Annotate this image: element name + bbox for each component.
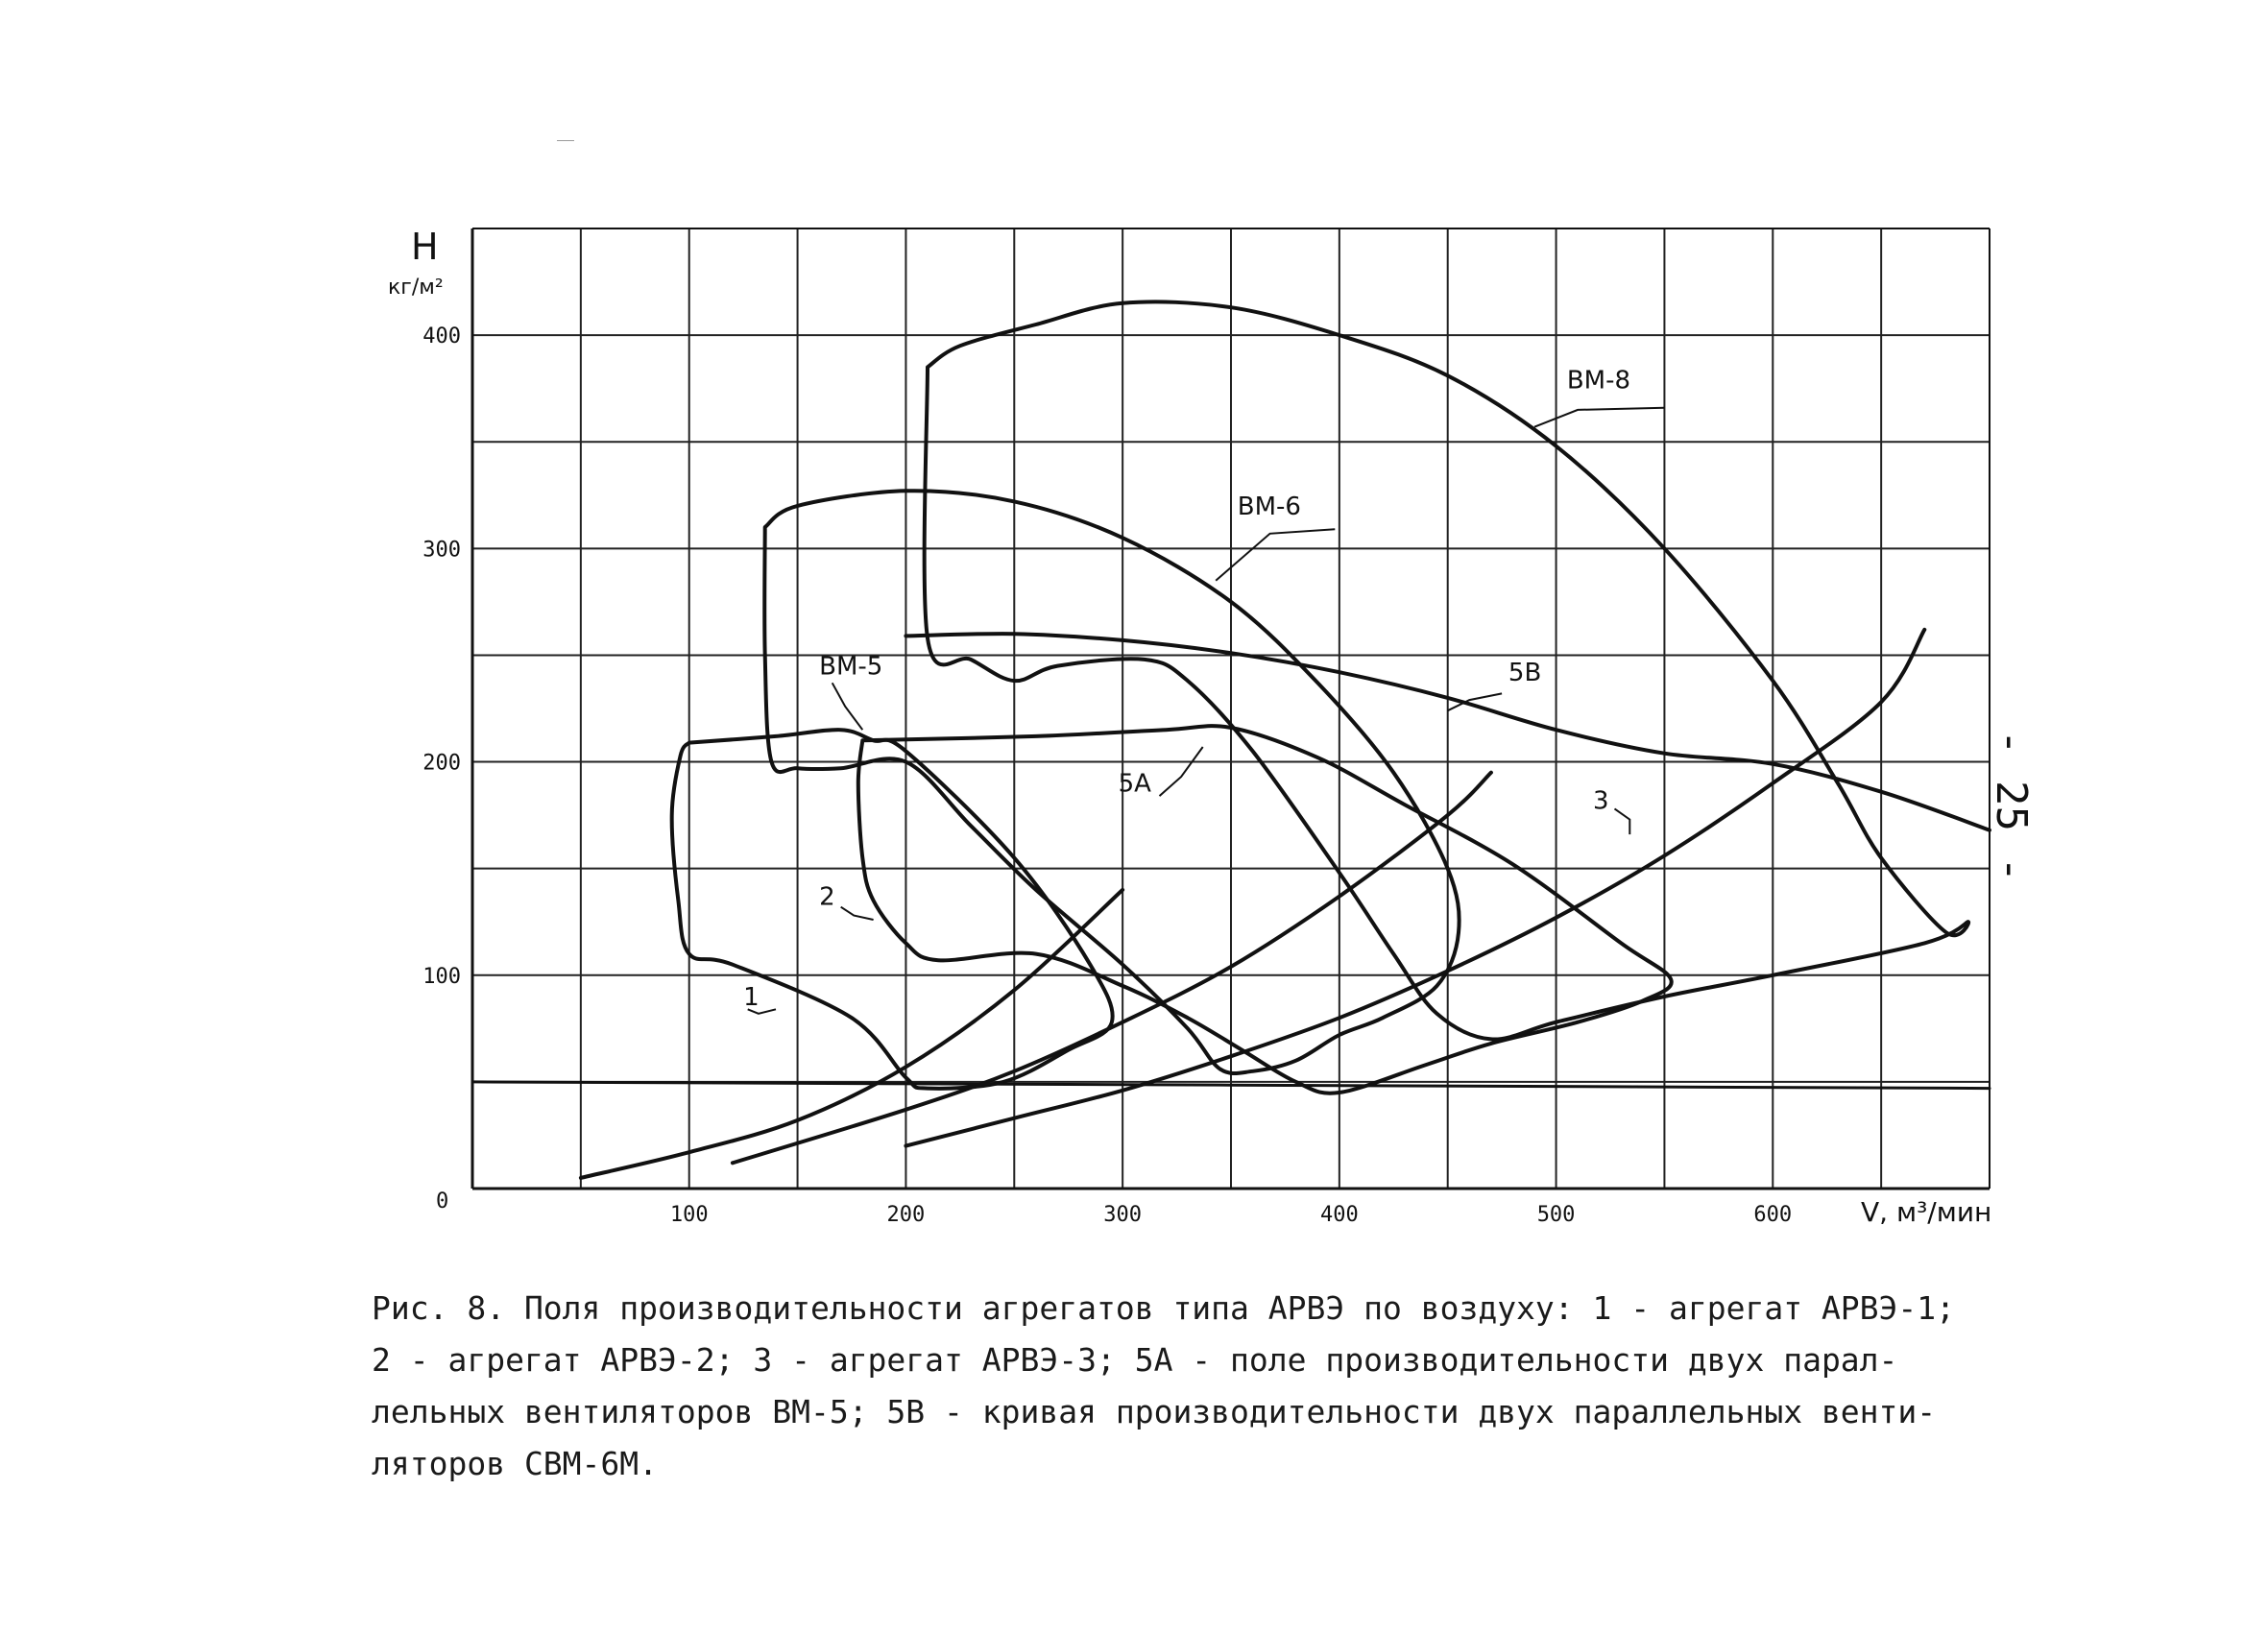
- series-line-2: [733, 773, 1491, 1164]
- series-label-1: 1: [743, 982, 760, 1012]
- origin-label: 0: [436, 1189, 449, 1213]
- leader-line-вм-6: [1216, 529, 1335, 580]
- leader-line-3: [1615, 808, 1630, 834]
- series-line-вм-5: [672, 730, 1113, 1089]
- leader-line-5а: [1160, 747, 1203, 796]
- x-tick-label: 600: [1753, 1203, 1793, 1227]
- x-tick-label: 100: [669, 1203, 709, 1227]
- x-tick-label: 200: [886, 1203, 926, 1227]
- y-axis-title: Н: [411, 226, 439, 268]
- series-label-5а: 5А: [1118, 769, 1151, 799]
- series-label-вм-6: ВМ-6: [1237, 492, 1301, 521]
- y-tick-label: 300: [422, 538, 461, 563]
- leader-line-2: [841, 907, 874, 920]
- page-number: - 25 -: [1987, 730, 2036, 882]
- series-line-1: [581, 890, 1122, 1178]
- series-label-2: 2: [819, 882, 835, 912]
- y-axis-unit: кг/м²: [388, 276, 444, 300]
- y-tick-label: 400: [422, 324, 461, 349]
- x-tick-label: 400: [1319, 1203, 1359, 1227]
- series-line-5а: [858, 726, 1672, 1093]
- x-tick-label: 500: [1536, 1203, 1576, 1227]
- leader-line-вм-8: [1534, 408, 1664, 427]
- series-label-вм-5: ВМ-5: [819, 652, 883, 682]
- series-line-вм-6: [764, 491, 1459, 1073]
- y-tick-label: 200: [422, 751, 461, 776]
- figure-caption: Рис. 8. Поля производительности агрегатов типа АРВЭ по воздуху: 1 - агрегат АРВЭ-1; 2 - агрегат АРВЭ-2; 3 - агрегат АРВЭ-3; 5А - поле производительности двух парал- лельных вентиляторов ВМ-5; 5В - кривая производительности двух параллельных венти- ляторов СВМ-6М.: [372, 1289, 1956, 1482]
- x-axis-title: V, м³/мин: [1861, 1196, 1992, 1228]
- series-label-вм-8: ВМ-8: [1566, 366, 1631, 396]
- series-label-3: 3: [1592, 786, 1609, 816]
- x-tick-label: 300: [1103, 1203, 1143, 1227]
- y-tick-label: 100: [422, 964, 461, 989]
- series-label-5в: 5В: [1508, 659, 1542, 688]
- leader-line-вм-5: [832, 683, 863, 730]
